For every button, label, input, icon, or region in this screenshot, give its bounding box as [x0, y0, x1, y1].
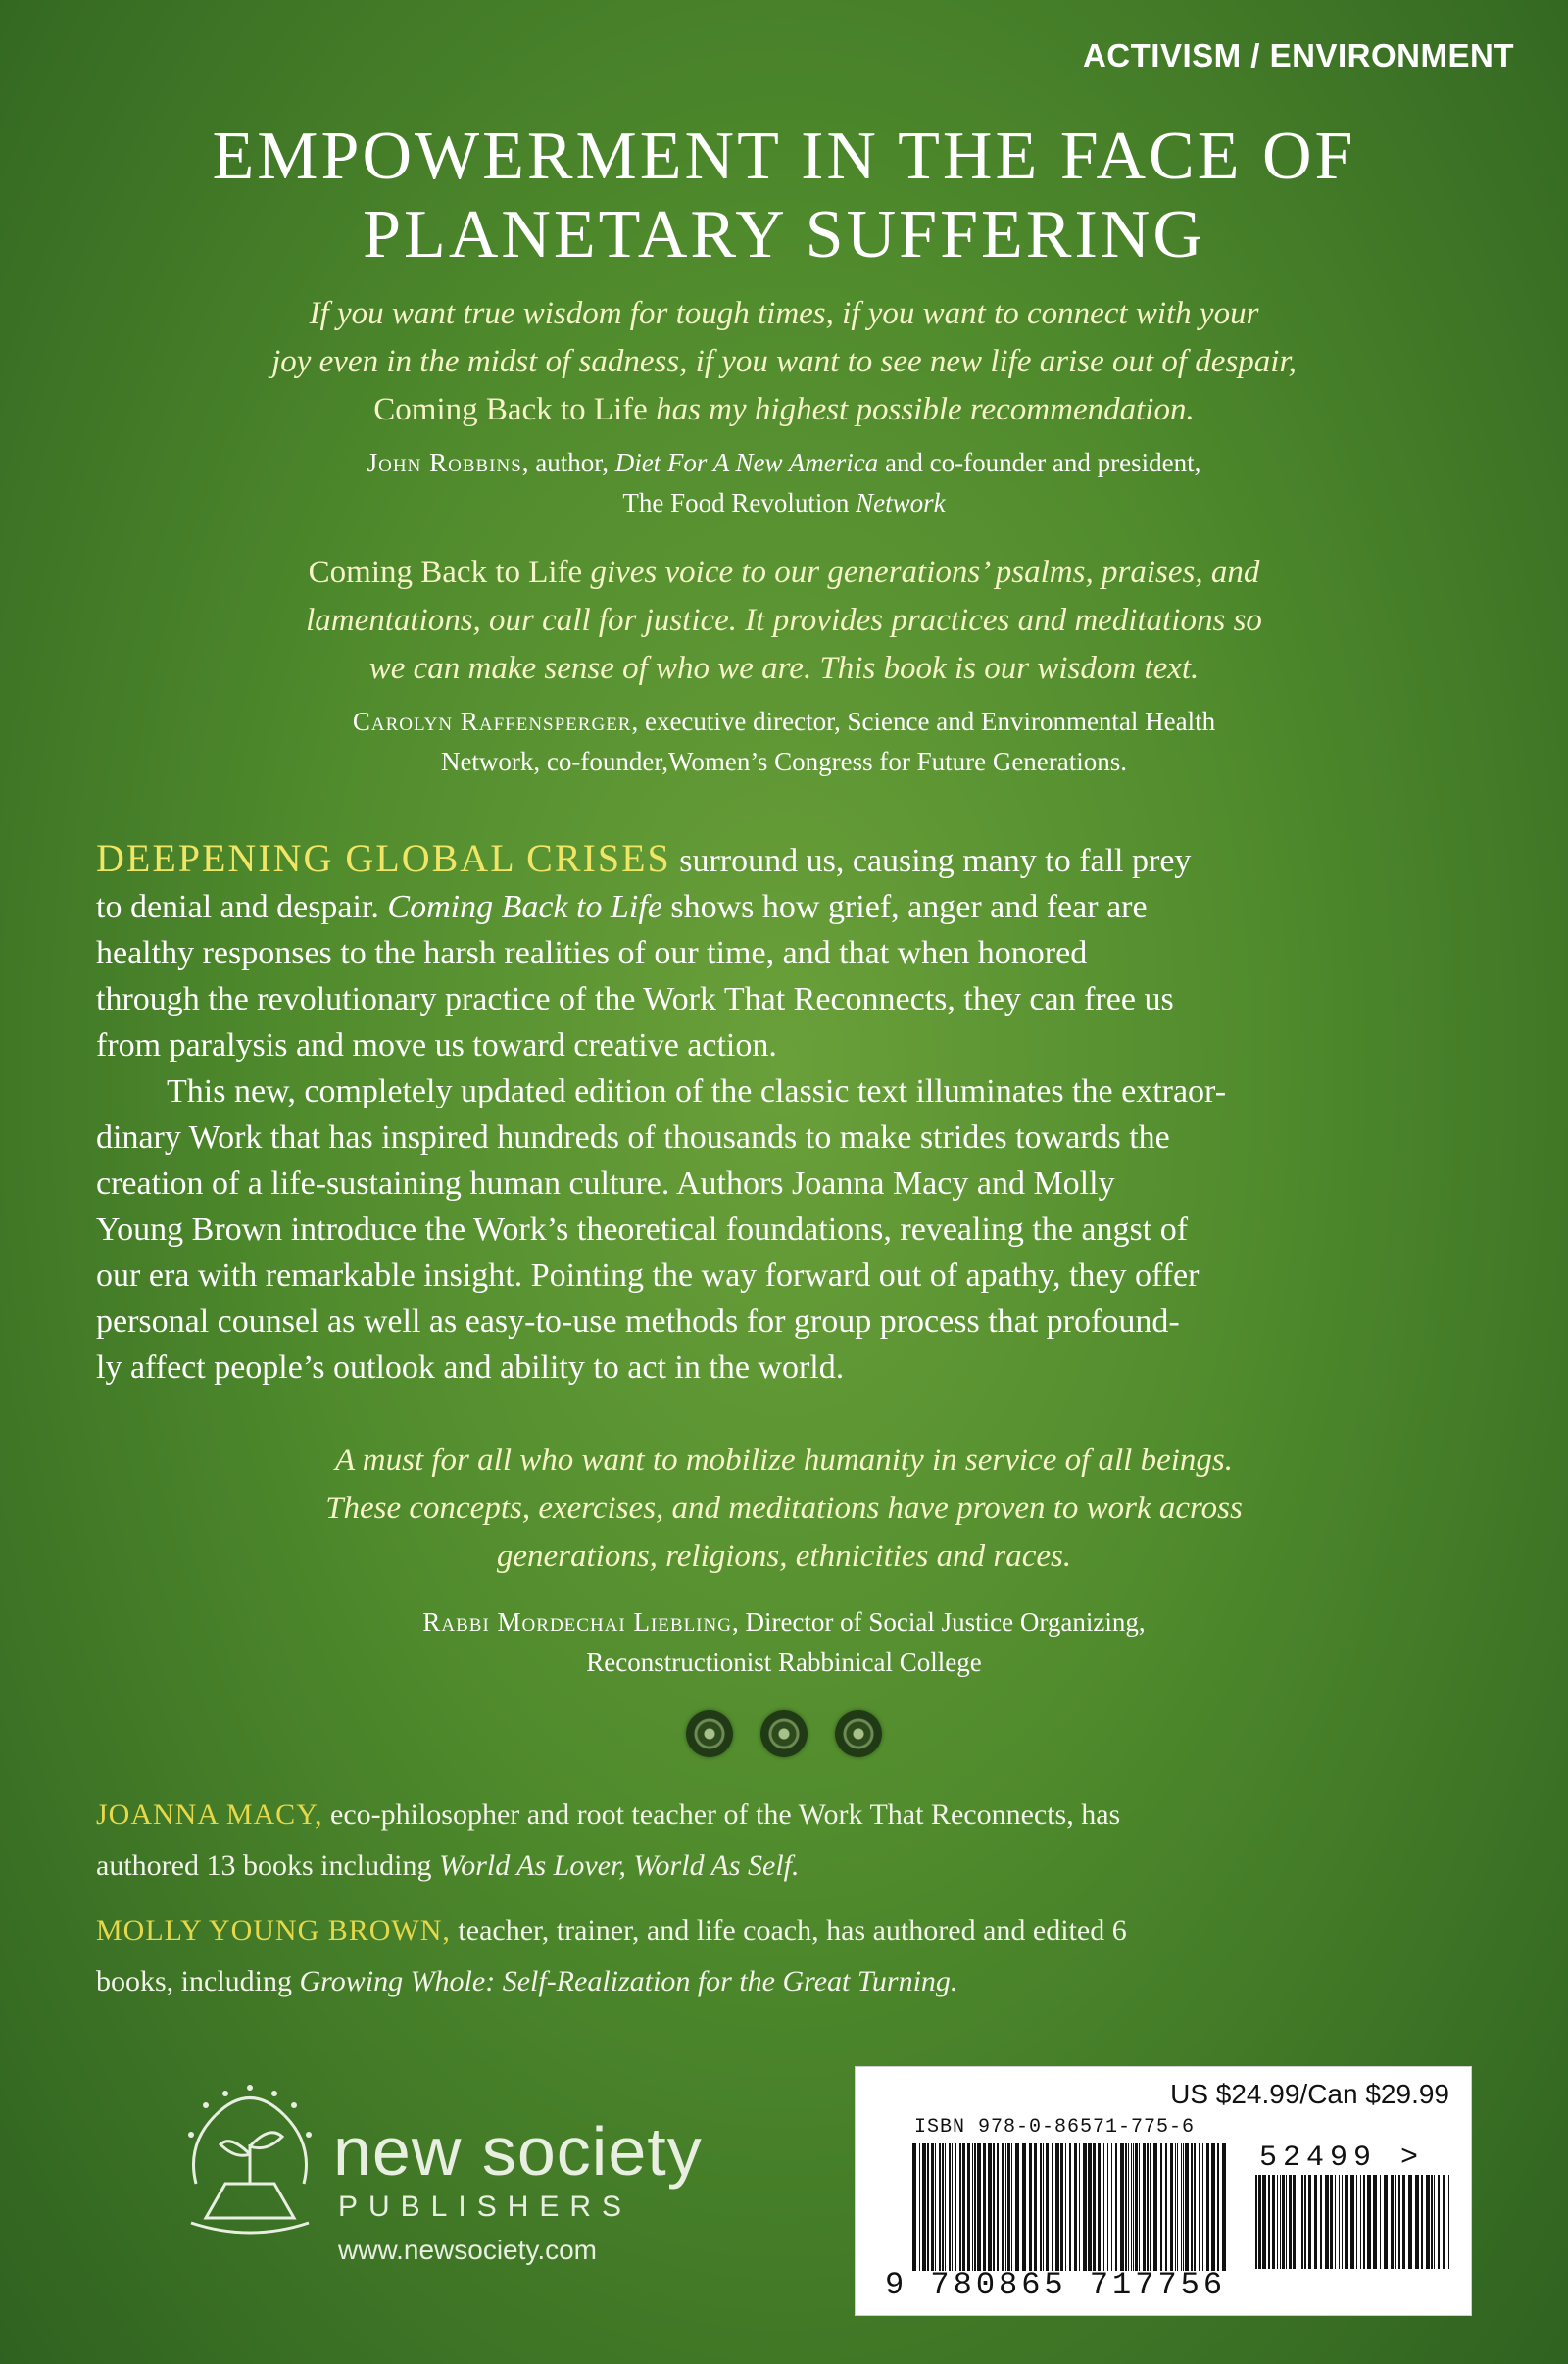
barcode-bar [1408, 2175, 1412, 2269]
barcode-bar [1185, 2143, 1189, 2271]
barcode-bar [1069, 2143, 1071, 2271]
barcode-bar [1131, 2143, 1132, 2271]
barcode-bar [1415, 2175, 1419, 2269]
author-name: JOANNA MACY, [96, 1798, 323, 1831]
bio-text: books, including [96, 1965, 300, 1997]
quote-line: These concepts, exercises, and meditations have proven to work across [325, 1491, 1243, 1526]
quote-robbins [0, 290, 1568, 434]
barcode-bar [1165, 2143, 1167, 2271]
barcode-bar [1280, 2175, 1281, 2269]
publisher-url[interactable]: www.newsociety.com [338, 2235, 598, 2265]
barcode-bar [1002, 2143, 1004, 2271]
barcode-bar [1438, 2175, 1440, 2269]
barcode-bar [972, 2143, 973, 2271]
barcode-bar [931, 2143, 934, 2271]
ornament-icon [686, 1710, 733, 1757]
barcode-bar [1079, 2143, 1080, 2271]
quote-line: If you want true wisdom for tough times, if you want to connect with your [309, 296, 1259, 331]
quote-line: joy even in the midst of sadness, if you want to see new life arise out of despair, [271, 344, 1297, 379]
barcode-bar [1211, 2143, 1215, 2271]
barcode-bar [952, 2143, 953, 2271]
book-title: Coming Back to Life [387, 889, 662, 925]
barcode-bar [1277, 2175, 1278, 2269]
attribution-text: Network [856, 488, 946, 517]
barcode-bar [1125, 2143, 1127, 2271]
barcode-box [855, 2066, 1472, 2316]
body-text: surround us, causing many to fall prey [670, 843, 1192, 879]
publisher-name: new society [333, 2113, 703, 2190]
barcode-bar [945, 2143, 946, 2271]
body-line: from paralysis and move us toward creative action. [96, 1027, 777, 1063]
barcode-bar [959, 2143, 961, 2271]
barcode-bar [1029, 2143, 1032, 2271]
barcode-bar [1150, 2143, 1152, 2271]
bio-line [96, 1905, 1488, 1956]
description [96, 835, 1488, 1391]
barcode-bar [1206, 2143, 1209, 2271]
body-line [96, 835, 1488, 884]
barcode-bar [977, 2143, 981, 2271]
barcode-bar [1170, 2143, 1173, 2271]
barcode-bar [1083, 2143, 1087, 2271]
attribution-text: , executive director, Science and Environmental Health [631, 707, 1216, 736]
attribution-raffensperger [0, 702, 1568, 782]
body-line: through the revolutionary practice of the Work That Reconnects, they can free us [96, 981, 1174, 1017]
publisher-subtitle: PUBLISHERS [338, 2191, 633, 2223]
body-line: healthy responses to the harsh realities of our time, and that when honored [96, 935, 1088, 971]
lead-in: DEEPENING GLOBAL CRISES [96, 836, 671, 880]
headline [0, 118, 1568, 274]
barcode-bar [974, 2143, 976, 2271]
barcode-bar [1128, 2143, 1129, 2271]
barcode-bar [1217, 2143, 1219, 2271]
book-title: Diet For A New America [614, 448, 879, 477]
body-line: ly affect people’s outlook and ability to act in the world. [96, 1350, 845, 1386]
quote-line: generations, religions, ethnicities and races. [496, 1539, 1072, 1574]
headline-line-1: EMPOWERMENT IN THE FACE OF [212, 119, 1356, 194]
bio-text: eco-philosopher and root teacher of the Work That Reconnects, has [322, 1798, 1121, 1831]
barcode-bar [1384, 2175, 1388, 2269]
barcode-bar [1448, 2175, 1449, 2269]
barcode-bar [1011, 2143, 1012, 2271]
barcode-bar [1314, 2175, 1317, 2269]
ean-barcode [912, 2143, 1226, 2271]
bio-line [96, 1790, 1488, 1841]
attribution-name: Carolyn Raffensperger [352, 707, 632, 736]
body-line: creation of a life-sustaining human culture. Authors Joanna Macy and Molly [96, 1165, 1115, 1202]
barcode-bar [1391, 2175, 1394, 2269]
body-line: personal counsel as well as easy-to-use methods for group process that profound- [96, 1304, 1180, 1340]
barcode-bar [942, 2143, 944, 2271]
bio-macy [96, 1790, 1488, 1892]
body-text: shows how grief, anger and fear are [662, 889, 1148, 925]
barcode-bar [1301, 2175, 1303, 2269]
barcode-bar [988, 2143, 992, 2271]
barcode-bar [1222, 2143, 1226, 2271]
barcode-bar [1046, 2143, 1049, 2271]
barcode-bar [983, 2143, 986, 2271]
ornament-icon [760, 1710, 808, 1757]
barcode-bar [1330, 2175, 1333, 2269]
barcode-bar [1175, 2143, 1176, 2271]
barcode-bar [1202, 2143, 1203, 2271]
barcode-bar [1181, 2143, 1182, 2271]
quote-line: A must for all who want to mobilize humanity in service of all beings. [334, 1443, 1234, 1478]
attribution-liebling [0, 1602, 1568, 1683]
barcode-bar [1335, 2175, 1336, 2269]
attribution-name: John Robbins [367, 448, 522, 477]
barcode-bar [1088, 2143, 1092, 2271]
barcode-bar [1139, 2143, 1140, 2271]
barcode-bar [1040, 2143, 1042, 2271]
barcode-bar [1103, 2143, 1104, 2271]
barcode-bar [1380, 2175, 1381, 2269]
barcode-bar [1160, 2143, 1162, 2271]
barcode-bar [1356, 2175, 1357, 2269]
book-title: Coming Back to Life [308, 555, 583, 590]
bio-text: authored 13 books including [96, 1849, 439, 1882]
barcode-bar [1065, 2143, 1066, 2271]
attribution-name: Rabbi Mordechai Liebling [422, 1607, 732, 1637]
barcode-bar [1034, 2143, 1037, 2271]
barcode-bar [1153, 2143, 1157, 2271]
quote-line: we can make sense of who we are. This book is our wisdom text. [368, 651, 1200, 686]
quote-raffensperger [0, 549, 1568, 693]
attribution-line [0, 1602, 1568, 1643]
bio-line [96, 1956, 1488, 2007]
barcode-bar [927, 2143, 929, 2271]
barcode-bar [939, 2143, 941, 2271]
barcode-bar [1120, 2143, 1124, 2271]
ean-digits: 9 780865 717756 [885, 2267, 1227, 2303]
barcode-bar [993, 2143, 995, 2271]
barcode-bar [1289, 2175, 1292, 2269]
quote-liebling [0, 1437, 1568, 1581]
barcode-bar [1133, 2143, 1134, 2271]
book-title: Growing Whole: Self-Realization for the Great Turning. [299, 1965, 958, 1997]
isbn: ISBN 978-0-86571-775-6 [914, 2116, 1196, 2139]
barcode-bar [919, 2143, 920, 2271]
barcode-bar [1135, 2143, 1138, 2271]
attribution-text: , author, [521, 448, 615, 477]
body-line [96, 884, 1488, 930]
author-name: MOLLY YOUNG BROWN, [96, 1914, 451, 1946]
barcode-bar [1402, 2175, 1405, 2269]
barcode-bar [1191, 2143, 1193, 2271]
barcode-bar [1360, 2175, 1361, 2269]
barcode-bar [935, 2143, 936, 2271]
attribution-text: The Food Revolution [622, 488, 857, 517]
quote-line [0, 386, 1568, 434]
barcode-bar [1255, 2175, 1257, 2269]
body-line: Young Brown introduce the Work’s theoretical foundations, revealing the angst of [96, 1211, 1189, 1248]
barcode-bar [1325, 2175, 1329, 2269]
bio-line [96, 1841, 1488, 1892]
barcode-bar [1022, 2143, 1026, 2271]
barcode-bar [1282, 2175, 1285, 2269]
quote-text: gives voice to our generations’ psalms, praises, and [582, 555, 1260, 590]
barcode-bar [1395, 2175, 1396, 2269]
barcode-bar [1268, 2175, 1270, 2269]
barcode-bar [1093, 2143, 1096, 2271]
barcode-bar [1434, 2175, 1435, 2269]
barcode-bar [1421, 2175, 1423, 2269]
quote-line: lamentations, our call for justice. It provides practices and meditations so [306, 603, 1262, 638]
barcode-bar [1043, 2143, 1044, 2271]
barcode-bar [1183, 2143, 1184, 2271]
barcode-bar [1115, 2143, 1117, 2271]
barcode-bar [1286, 2175, 1287, 2269]
price: US $24.99/Can $29.99 [1170, 2079, 1449, 2109]
attribution-line [0, 702, 1568, 742]
barcode-bar [1143, 2143, 1146, 2271]
barcode-bar [1431, 2175, 1433, 2269]
barcode-bar [912, 2143, 916, 2271]
barcode-bar [1194, 2143, 1196, 2271]
barcode-bar [1293, 2175, 1296, 2269]
attribution-robbins [0, 443, 1568, 523]
attribution-line: Reconstructionist Rabbinical College [586, 1648, 982, 1677]
book-title: World As Lover, World As Self. [438, 1849, 800, 1882]
barcode-bar [1055, 2143, 1059, 2271]
bio-text: teacher, trainer, and life coach, has authored and edited 6 [450, 1914, 1127, 1946]
body-line: our era with remarkable insight. Pointing the way forward out of apathy, they offer [96, 1257, 1200, 1294]
bio-brown [96, 1905, 1488, 2007]
sprouting-tree-stump-icon [176, 2076, 323, 2252]
barcode-bar [1373, 2175, 1377, 2269]
barcode-bar [1052, 2143, 1053, 2271]
barcode-bar [1098, 2143, 1101, 2271]
ornament-divider [0, 1710, 1568, 1762]
barcode-bar [1345, 2175, 1348, 2269]
attribution-text: , Director of Social Justice Organizing, [731, 1607, 1146, 1637]
barcode-bar [967, 2143, 970, 2271]
barcode-bar [922, 2143, 926, 2271]
body-line: This new, completely updated edition of the classic text illuminates the extraor- [167, 1073, 1227, 1109]
barcode-bar [1426, 2175, 1430, 2269]
barcode-bar [997, 2143, 999, 2271]
attribution-line [0, 443, 1568, 483]
quote-text: has my highest possible recommendation. [647, 392, 1195, 427]
barcode-bar [1007, 2143, 1010, 2271]
barcode-bar [1398, 2175, 1400, 2269]
barcode-bar [1308, 2175, 1311, 2269]
quote-line [0, 549, 1568, 597]
barcode-bar [1342, 2175, 1343, 2269]
barcode-bar [1177, 2143, 1178, 2271]
ornament-icon [835, 1710, 882, 1757]
barcode-bar [1258, 2175, 1261, 2269]
barcode-bar [1111, 2143, 1112, 2271]
barcode-bar [1272, 2175, 1275, 2269]
barcode-bar [1262, 2175, 1266, 2269]
barcode-bar [1074, 2143, 1077, 2271]
addon-digits: 52499 > [1259, 2142, 1425, 2175]
barcode-bar [1304, 2175, 1306, 2269]
barcode-bar [1363, 2175, 1365, 2269]
barcode-bar [962, 2143, 965, 2271]
barcode-bar [1005, 2143, 1006, 2271]
body-line: dinary Work that has inspired hundreds of thousands to make strides towards the [96, 1119, 1170, 1156]
barcode-bar [1320, 2175, 1322, 2269]
headline-line-2: PLANETARY SUFFERING [363, 197, 1205, 272]
barcode-bar [1367, 2175, 1371, 2269]
barcode-bar [1015, 2143, 1019, 2271]
barcode-bar [1443, 2175, 1446, 2269]
attribution-line: Network, co-founder,Women’s Congress for Future Generations. [440, 747, 1128, 776]
barcode-bar [1107, 2143, 1108, 2271]
barcode-bar [1199, 2143, 1200, 2271]
category-label: ACTIVISM / ENVIRONMENT [1082, 37, 1514, 74]
attribution-line [0, 483, 1568, 523]
barcode-bar [1350, 2175, 1354, 2269]
barcode-bar [1147, 2143, 1149, 2271]
attribution-text: and co-founder and president, [878, 448, 1201, 477]
book-title: Coming Back to Life [373, 392, 648, 427]
barcode-bar [1339, 2175, 1340, 2269]
addon-barcode [1255, 2175, 1451, 2269]
barcode-bar [949, 2143, 951, 2271]
barcode-bar [1060, 2143, 1063, 2271]
body-text: to denial and despair. [96, 889, 388, 925]
